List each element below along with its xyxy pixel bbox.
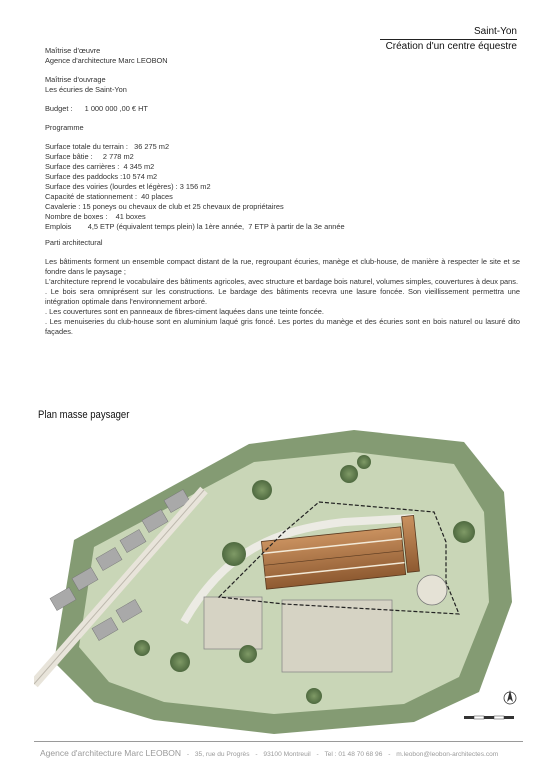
maitrise-ouvrage-label: Maîtrise d'ouvrage [45, 75, 106, 84]
parti-paragraph: . Les couvertures sont en panneaux de fibres-ciment laquées dans une teinte foncée. [45, 307, 324, 316]
programme-line: Cavalerie : 15 poneys ou chevaux de club et 25 chevaux de propriétaires [45, 202, 284, 211]
parti-paragraph: . Les menuiseries du club-house sont en aluminium laqué gris foncé. Les portes du manège et des écuries sont en bois naturel ou lasuré dito façades. [45, 317, 520, 336]
programme-line: Surface bâtie : 2 778 m2 [45, 152, 134, 161]
header-divider [380, 39, 517, 40]
parti-paragraph: . Le bois sera omniprésent sur les constructions. Le bardage des bâtiments recevra une lasure foncée. Son vieillissement permettra une intégration optimale dans l'environnement arboré. [45, 287, 520, 306]
footer: Agence d'architecture Marc LEOBON - 35, rue du Progrès - 93100 Montreuil - Tel : 01 48 70 68 96 - m.leobon@leobon-architectes.com [40, 748, 499, 758]
programme-title: Programme [45, 123, 84, 132]
programme-line: Nombre de boxes : 41 boxes [45, 212, 146, 221]
maitrise-oeuvre-value: Agence d'architecture Marc LEOBON [45, 56, 168, 65]
footer-agency: Agence d'architecture Marc LEOBON [40, 748, 181, 758]
budget-label: Budget : [45, 104, 73, 113]
plan-title: Plan masse paysager [38, 409, 130, 422]
programme-line: Surface des carrières : 4 345 m2 [45, 162, 155, 171]
site-plan-image [34, 422, 524, 736]
parti-paragraph: Les bâtiments forment un ensemble compact distant de la rue, regroupant écuries, manège et club-house, de manière à respecter le site et se fondre dans le paysage ; [45, 257, 520, 276]
header-location: Saint-Yon [474, 26, 517, 37]
project-description [45, 46, 520, 337]
header-project-title: Création d'un centre équestre [385, 41, 517, 52]
maitrise-oeuvre-label: Maîtrise d'œuvre [45, 46, 101, 55]
parti-title: Parti architectural [45, 238, 103, 247]
budget-value: 1 000 000 ,00 € HT [84, 104, 148, 113]
footer-address: 35, rue du Progrès [194, 751, 250, 758]
programme-line: Emplois 4,5 ETP (équivalent temps plein) la 1ère année, 7 ETP à partir de la 3e année [45, 222, 345, 231]
footer-email: m.leobon@leobon-architectes.com [396, 751, 499, 758]
programme-line: Capacité de stationnement : 40 places [45, 192, 173, 201]
footer-city: 93100 Montreuil [263, 751, 311, 758]
programme-line: Surface totale du terrain : 36 275 m2 [45, 142, 170, 151]
site-plan-drawing [34, 422, 524, 736]
budget-line [45, 104, 520, 114]
parti-paragraph: L'architecture reprend le vocabulaire des bâtiments agricoles, avec structure et bardage bois naturel, volumes simples, couvertures à deux pans. [45, 277, 519, 286]
scale-bar [464, 716, 514, 719]
programme-line: Surface des paddocks :10 574 m2 [45, 172, 158, 181]
footer-divider [34, 741, 523, 742]
programme-line: Surface des voiries (lourdes et légères) : 3 156 m2 [45, 182, 211, 191]
maitrise-ouvrage-value: Les écuries de Saint-Yon [45, 85, 127, 94]
footer-phone: Tel : 01 48 70 68 96 [324, 751, 383, 758]
